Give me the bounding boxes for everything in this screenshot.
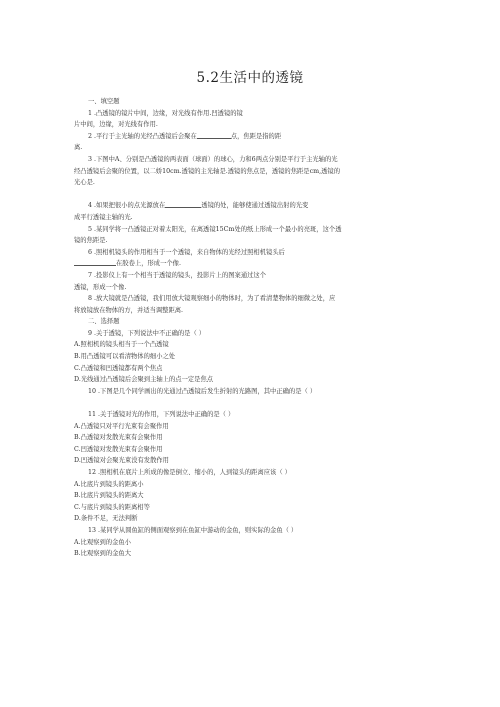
question-13-option-a: A.比观察到的金鱼小: [74, 538, 131, 546]
question-11-stem: 11 .关于透镜对光的作用，下列说法中正确的是（ ）: [88, 411, 235, 419]
question-6-line-1: 6 .照相机镜头的作用相当于一个透镜，来自物体的光经过照相机镜头后: [88, 248, 285, 256]
question-8-line-2: 将放镜放在物体的方，并适当调整距离.: [74, 306, 184, 314]
document-body: [74, 96, 440, 560]
section-heading-multiple-choice: 二、选择题: [88, 318, 120, 326]
question-9-option-b: B.用凸透镜可以看清物体的细小之处: [74, 353, 176, 361]
question-11-option-d: D.凹透镜对会聚光束没有发散作用: [74, 457, 169, 465]
question-2-text-before: 2 .平行于主光轴的光经凸透镜后会聚在: [88, 132, 197, 140]
question-12-option-b: B.比底片到镜头的距离大: [74, 492, 144, 500]
question-1-line-1: 1 .凸透镜的镜片中间，边缘，对光线有作用.凹透镜的镜: [88, 109, 243, 117]
question-12-option-d: D.条件不足，无法判断: [74, 515, 138, 523]
question-11-option-b: B.凸透镜对发散光束有会聚作用: [74, 434, 163, 442]
question-7-line-2: 透镜，形成一个像.: [74, 283, 127, 291]
question-9-option-a: A.照相机的镜头相当于一个凸透镜: [74, 341, 169, 349]
question-3-line-2: 经凸透镜后会聚的位置，以二娇10cm.透镜的主光轴是.透镜的焦点是，透镜的焦距是cm,透镜的: [74, 167, 340, 175]
section-heading-fill-blank: 一、填空题: [88, 98, 120, 105]
question-11-option-a: A.凸透镜只对平行光束有会聚作用: [74, 422, 169, 430]
question-12-option-a: A.比底片到镜头的距离小: [74, 480, 144, 488]
question-4-text-after: 透镜的处，能够使通过透镜出射的光变: [201, 202, 309, 210]
answer-blank: [74, 258, 116, 266]
page-title: 5.2生活中的透镜: [196, 70, 304, 86]
question-2-line-1: [74, 131, 440, 143]
question-10-stem: 10 .下图是几个同学画出的光通过凸透镜后发生折射的光路图，其中正确的是（ ）: [88, 387, 317, 395]
answer-blank: [197, 131, 231, 139]
question-5-line-2: 镜的焦距是.: [74, 237, 108, 245]
question-7-line-1: 7 .投影仪上有一个相当于透镜的镜头，投影片上的图案通过这个: [88, 271, 267, 279]
question-11-option-c: C.凹透镜对发散光束有会聚作用: [74, 445, 163, 453]
question-4-text-before: 4 .如果把很小的点光源放在: [88, 202, 166, 210]
question-2-text-after: 点，焦距是指的距: [230, 132, 282, 140]
question-12-option-c: C.与底片到镜头的距离相等: [74, 503, 150, 511]
question-1-line-2: 片中间，边缘，对光线有作用.: [74, 121, 158, 129]
question-9-stem: 9 .关于透镜，下列说法中不正确的是（ ）: [88, 329, 206, 337]
question-3-line-3: 光心是.: [74, 179, 95, 187]
question-13-option-b: B.比观察到的金鱼大: [74, 550, 132, 558]
answer-blank: [165, 200, 201, 208]
question-3-line-1: 3 .下图中A、分别是凸透镜的两表面（球面）的球心，力和6两点分别是平行于主光轴的光: [88, 155, 338, 163]
question-2-line-2: 离.: [74, 144, 83, 152]
question-5-line-1: 5 .某同学将一凸透镜正对着太阳光，在离透镜15Cm处的纸上形成一个最小的亮斑，这个透: [88, 225, 342, 233]
question-4-line-1: [74, 200, 440, 212]
question-9-option-c: C.凸透镜和凹透镜都有两个焦点: [74, 364, 163, 372]
question-13-stem: 13 .某同学从圆鱼缸的侧面观察到在鱼缸中游动的金鱼，则实际的金鱼（ ）: [88, 526, 298, 534]
question-9-option-d: D.光线通过凸透镜后会聚到主轴上的点一定是焦点: [74, 376, 214, 384]
question-6-text-after: 在胶卷上，形成一个像.: [116, 260, 181, 268]
figure-space: [74, 189, 440, 201]
question-8-line-1: 8 .放大镜就是凸透镜，我们用放大镜观察细小的物体时，为了看清楚物体的细微之处，应: [88, 295, 336, 303]
figure-space: [74, 397, 440, 409]
question-4-line-2: 成平行透镜主轴的光.: [74, 213, 133, 221]
question-12-stem: 12 .照相机在底片上所成的像是倒立、缩小的，人到镜头的距离应该（ ）: [88, 469, 291, 476]
question-6-line-2: [74, 258, 440, 270]
